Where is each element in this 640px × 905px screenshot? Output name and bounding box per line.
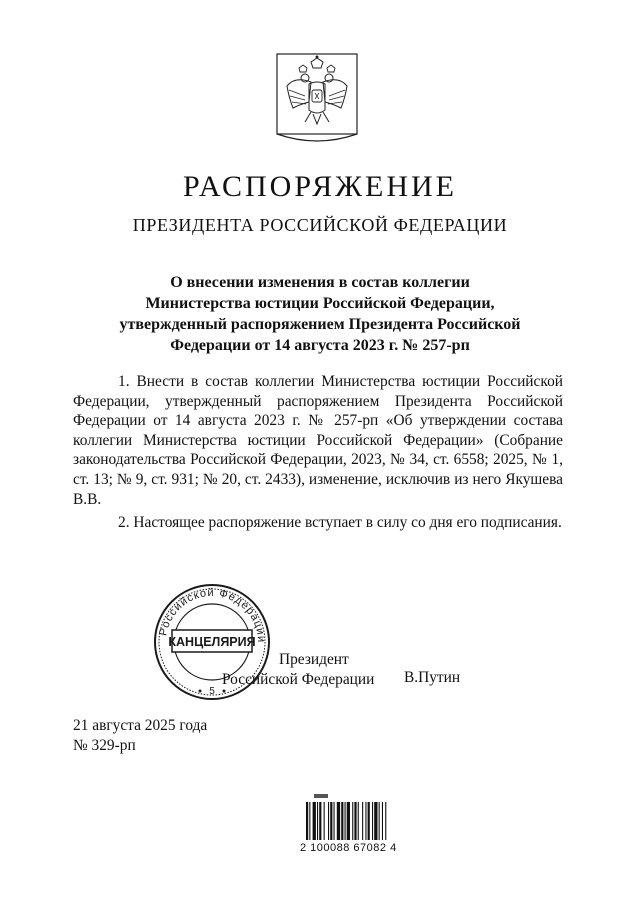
barcode-number: 2 100088 67082 4	[300, 842, 397, 854]
document-date-block	[73, 716, 207, 755]
signatory-title-line-1: Президент	[279, 651, 349, 668]
document-subtitle: ПРЕЗИДЕНТА РОССИЙСКОЙ ФЕДЕРАЦИИ	[132, 215, 508, 235]
heading-line: О внесении изменения в состав коллегии	[170, 274, 470, 291]
signatory-title-line-2: Российской Федерации	[222, 670, 375, 688]
heading-line: Министерства юстиции Российской Федерации,	[145, 295, 495, 312]
chancellery-stamp	[152, 582, 272, 702]
barcode	[304, 792, 418, 840]
document-date: 21 августа 2025 года	[73, 717, 208, 734]
stamp-center-text: КАНЦЕЛЯРИЯ	[168, 635, 256, 649]
coat-of-arms-emblem	[275, 52, 359, 148]
heading-line: Федерации от 14 августа 2023 г. № 257-рп	[170, 337, 470, 354]
stamp-number: 5	[209, 686, 215, 697]
paragraph-1: 1. Внести в состав коллегии Министерства юстиции Российской Федерации, утвержденный распоряжением Президента Российской Федерации от 14 августа 2023 г. № 257-рп «Об утверждении состава коллегии Министерства юстиции Российской Федерации» (Собрание законодательства Российской Федерации, 2023, № 34, ст. 6558; 2025, № 1, ст. 13; № 9, ст. 931; № 20, ст. 2433), изменение, исключив из него Якушева В.В.	[73, 373, 563, 508]
document-title: РАСПОРЯЖЕНИЕ	[182, 170, 458, 203]
heading-line: утвержденный распоряжением Президента Российской	[119, 316, 521, 333]
document-body	[73, 372, 563, 537]
signatory-name: В.Путин	[404, 669, 461, 686]
paragraph-2: 2. Настоящее распоряжение вступает в силу со дня его подписания.	[118, 514, 562, 532]
document-number: № 329-рп	[73, 736, 136, 754]
stamp-ring-text: Российской Федерации	[157, 586, 268, 644]
document-heading	[110, 272, 530, 356]
